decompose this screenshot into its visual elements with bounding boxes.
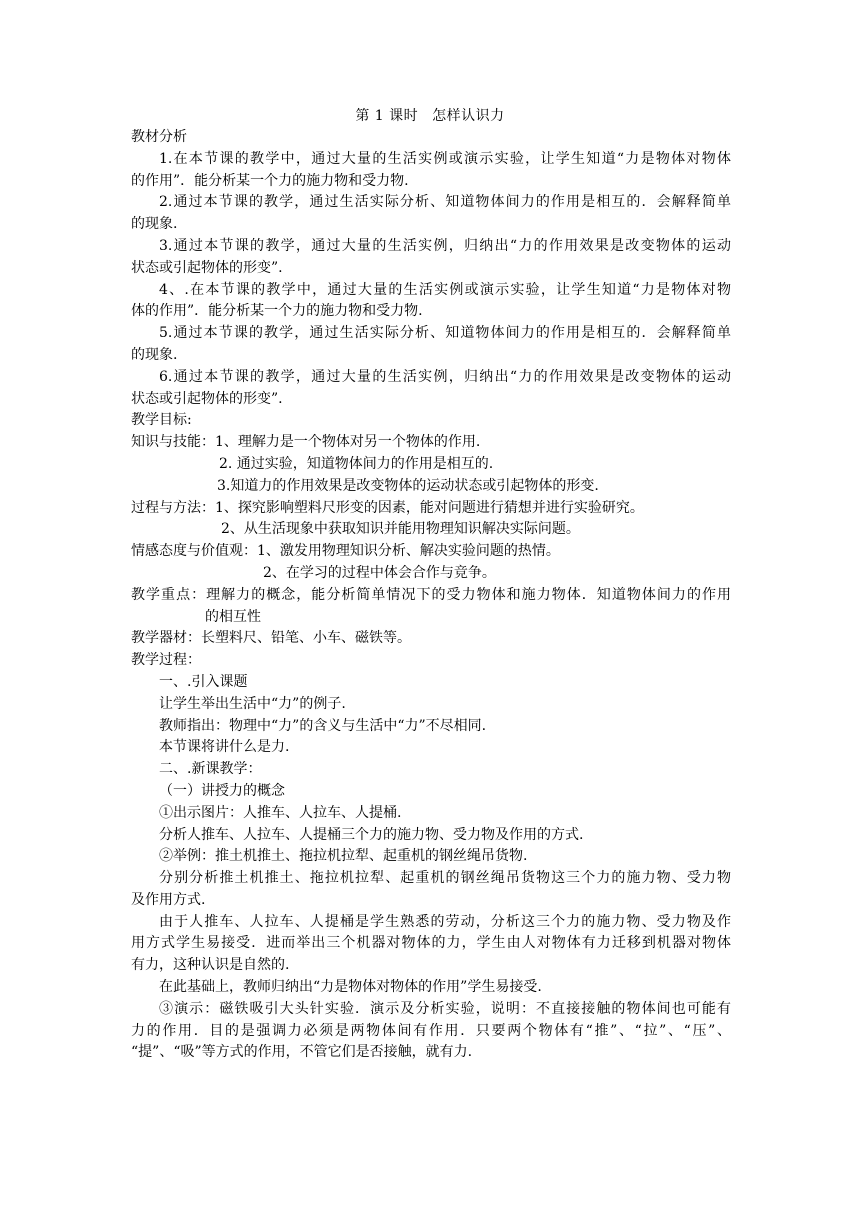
process-line-2: 让学生举出生活中“力”的例子. xyxy=(159,695,346,712)
process-line-3: 教师指出：物理中“力”的含义与生活中“力”不尽相同. xyxy=(159,717,487,734)
analysis-heading: 教材分析 xyxy=(131,129,187,145)
process-line-1: 一、.引入课题 xyxy=(159,673,248,690)
analysis-item-6-line-2: 状态或引起物体的形变”. xyxy=(131,390,283,407)
document-body xyxy=(131,127,731,1064)
process-line-6: （一）讲授力的概念 xyxy=(159,782,285,799)
paragraph-2-line-1: 由于人推车、人拉车、人提桶是学生熟悉的劳动，分析这三个力的施力物、受力物及作 xyxy=(159,913,731,930)
paragraph-4-line-3: “提”、“吸”等方式的作用，不管它们是否接触，就有力. xyxy=(131,1044,473,1061)
equipment: 教学器材：长塑料尺、铅笔、小车、磁铁等。 xyxy=(131,630,411,647)
analysis-item-3-line-1: 3.通过本节课的教学，通过大量的生活实例，归纳出“力的作用效果是改变物体的运动 xyxy=(159,237,731,254)
analysis-item-5-line-2: 的现象. xyxy=(131,346,178,363)
attitude-objective-2: 2、在学习的过程中体会合作与竞争。 xyxy=(263,564,496,581)
process-line-8: 分析人推车、人拉车、人提桶三个力的施力物、受力物及作用的方式. xyxy=(159,826,584,843)
paragraph-2-line-2: 用方式学生易接受．进而举出三个机器对物体的力，学生由人对物体有力迁移到机器对物体 xyxy=(131,935,731,952)
process-line-7: ①出示图片：人推车、人拉车、人提桶. xyxy=(159,804,402,821)
lesson-number: 第 1 课时 xyxy=(355,108,419,124)
knowledge-objective-2: 2. 通过实验，知道物体间力的作用是相互的. xyxy=(219,455,494,472)
analysis-item-2-line-2: 的现象. xyxy=(131,216,178,233)
analysis-item-6-line-1: 6.通过本节课的教学，通过大量的生活实例，归纳出“力的作用效果是改变物体的运动 xyxy=(159,368,731,385)
objectives-heading: 教学目标: xyxy=(131,412,192,429)
key-points-line-2: 的相互性 xyxy=(205,608,261,625)
process-line-4: 本节课将讲什么是力. xyxy=(159,739,290,756)
knowledge-objective-1: 知识与技能：1、理解力是一个物体对另一个物体的作用. xyxy=(131,434,481,451)
analysis-item-4-line-2: 体的作用”．能分析某一个力的施力物和受力物. xyxy=(131,303,423,320)
analysis-item-4-line-1: 4、.在本节课的教学中，通过大量的生活实例或演示实验，让学生知道“力是物体对物 xyxy=(159,281,731,298)
process-line-9: ②举例：推土机推土、拖拉机拉犁、起重机的钢丝绳吊货物. xyxy=(159,848,528,865)
analysis-item-5-line-1: 5.通过本节课的教学，通过生活实际分析、知道物体间力的作用是相互的．会解释简单 xyxy=(159,325,731,342)
paragraph-1-line-2: 及作用方式. xyxy=(131,891,206,908)
process-line-5: 二、.新课教学： xyxy=(159,761,262,778)
analysis-item-1-line-1: 1.在本节课的教学中，通过大量的生活实例或演示实验，让学生知道“力是物体对物体 xyxy=(159,150,731,167)
process-objective-2: 2、从生活现象中获取知识并能用物理知识解决实际问题。 xyxy=(221,521,580,538)
knowledge-objective-3: 3.知道力的作用效果是改变物体的运动状态或引起物体的形变. xyxy=(217,477,599,494)
analysis-item-2-line-1: 2.通过本节课的教学，通过生活实际分析、知道物体间力的作用是相互的．会解释简单 xyxy=(159,194,731,211)
analysis-item-1-line-2: 的作用”．能分析某一个力的施力物和受力物. xyxy=(131,172,409,189)
page-title xyxy=(0,106,860,128)
analysis-item-3-line-2: 状态或引起物体的形变”. xyxy=(131,259,283,276)
paragraph-4-line-2: 力的作用．目的是强调力必须是两物体间有作用．只要两个物体有“推”、“拉”、“压”、 xyxy=(131,1022,731,1039)
paragraph-2-line-3: 有力，这种认识是自然的. xyxy=(131,957,290,974)
paragraph-1-line-1: 分别分析推土机推土、拖拉机拉犁、起重机的钢丝绳吊货物这三个力的施力物、受力物 xyxy=(159,870,731,887)
lesson-topic: 怎样认识力 xyxy=(432,108,505,124)
process-heading: 教学过程： xyxy=(131,652,201,669)
key-points-line-1: 教学重点：理解力的概念，能分析简单情况下的受力物体和施力物体．知道物体间力的作用 xyxy=(131,586,731,603)
paragraph-4-line-1: ③演示：磁铁吸引大头针实验．演示及分析实验，说明：不直接接触的物体间也可能有 xyxy=(159,1000,731,1017)
attitude-objective-1: 情感态度与价值观：1、激发用物理知识分析、解决实验问题的热情。 xyxy=(131,543,560,560)
paragraph-3: 在此基础上，教师归纳出“力是物体对物体的作用”学生易接受. xyxy=(159,979,542,996)
process-objective-1: 过程与方法：1、探究影响塑料尺形变的因素，能对问题进行猜想并进行实验研究。 xyxy=(131,499,644,516)
